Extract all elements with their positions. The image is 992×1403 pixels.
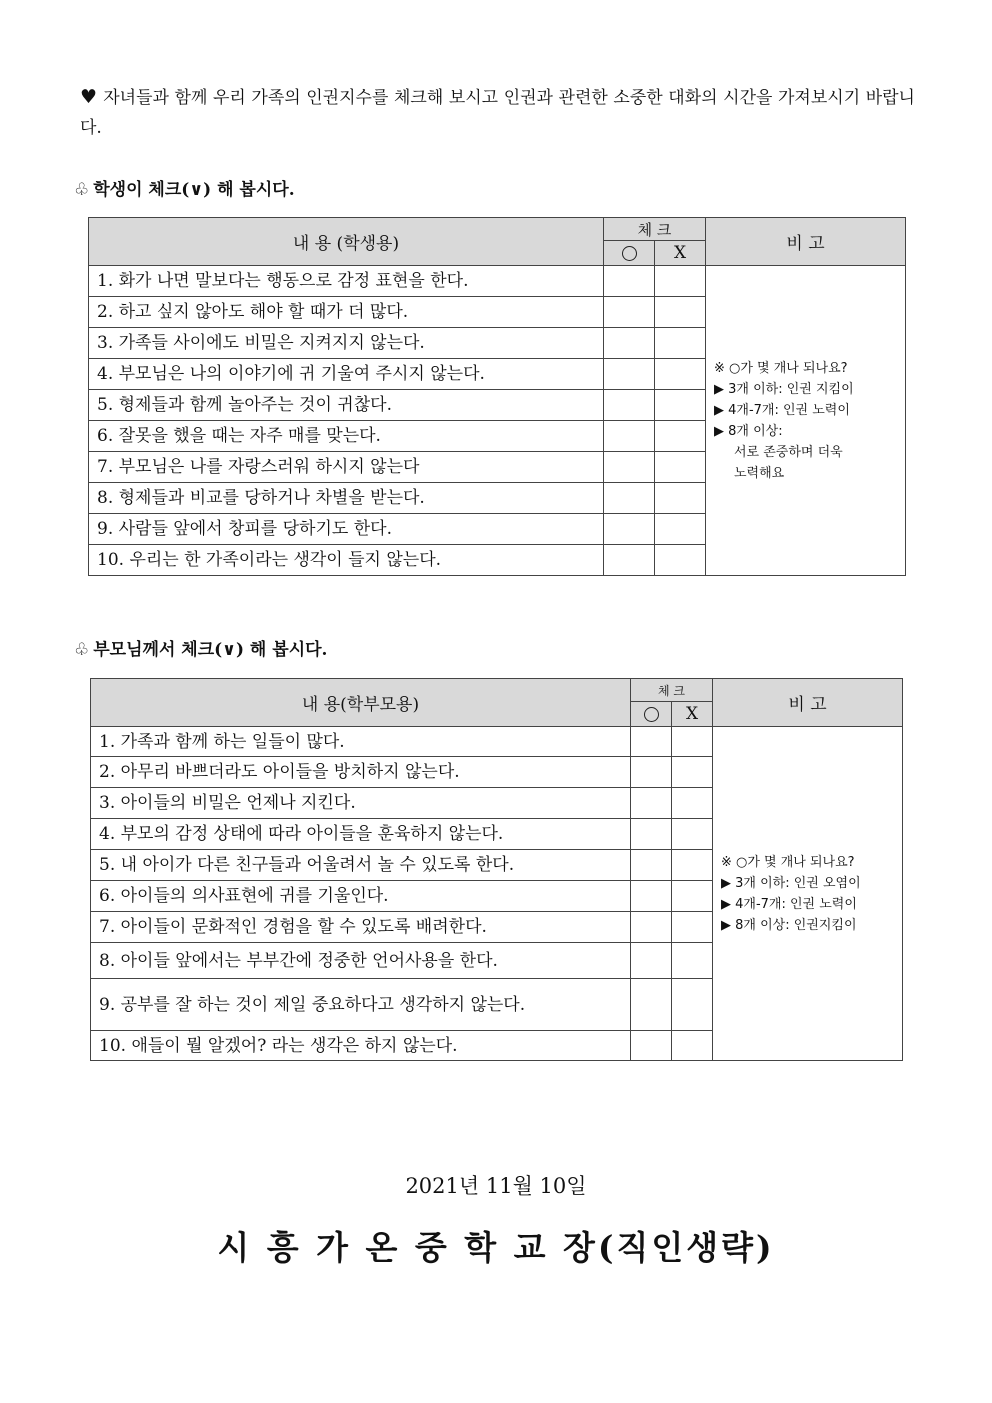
check-o-cell[interactable] (631, 819, 672, 850)
checklist-item: 9. 공부를 잘 하는 것이 제일 중요하다고 생각하지 않는다. (91, 979, 631, 1031)
checklist-item: 8. 아이들 앞에서는 부부간에 정중한 언어사용을 한다. (91, 943, 631, 979)
check-x-cell[interactable] (655, 328, 706, 359)
checklist-item: 7. 부모님은 나를 자랑스러워 하시지 않는다 (89, 452, 604, 483)
note-line: ▶ 4개-7개: 인권 노력이 (721, 896, 857, 912)
check-header: 체 크 (604, 218, 706, 241)
check-x-cell[interactable] (655, 297, 706, 328)
note-line: ※ ○가 몇 개나 되나요? (721, 854, 855, 870)
check-x-cell[interactable] (672, 912, 713, 943)
checklist-item: 3. 아이들의 비밀은 언제나 지킨다. (91, 788, 631, 819)
checklist-item: 2. 아무리 바쁘더라도 아이들을 방치하지 않는다. (91, 757, 631, 788)
check-o-cell[interactable] (631, 1031, 672, 1061)
check-x-cell[interactable] (672, 881, 713, 912)
parent-section-title: ♧ 부모님께서 체크(∨) 해 봅시다. (74, 640, 328, 660)
check-o-cell[interactable] (604, 483, 655, 514)
check-x-cell[interactable] (655, 545, 706, 576)
check-o-cell[interactable] (631, 912, 672, 943)
checklist-item: 4. 부모님은 나의 이야기에 귀 기울여 주시지 않는다. (89, 359, 604, 390)
checklist-item: 5. 내 아이가 다른 친구들과 어울려서 놀 수 있도록 한다. (91, 850, 631, 881)
check-x-cell[interactable] (672, 850, 713, 881)
check-x-cell[interactable] (672, 757, 713, 788)
check-o-cell[interactable] (631, 788, 672, 819)
check-o-cell[interactable] (631, 727, 672, 757)
check-o-cell[interactable] (604, 297, 655, 328)
content-header: 내 용(학부모용) (91, 679, 631, 727)
student-checklist-table (88, 217, 906, 576)
checklist-item: 8. 형제들과 비교를 당하거나 차별을 받는다. (89, 483, 604, 514)
club-icon: ♧ (74, 180, 90, 200)
table-row (91, 727, 903, 757)
circle-icon (644, 707, 659, 722)
check-x-cell[interactable] (672, 727, 713, 757)
note-header: 비 고 (706, 218, 906, 266)
check-o-cell[interactable] (604, 421, 655, 452)
check-o-cell[interactable] (631, 850, 672, 881)
club-icon: ♧ (74, 640, 90, 660)
checklist-item: 1. 가족과 함께 하는 일들이 많다. (91, 727, 631, 757)
check-x-cell[interactable] (655, 452, 706, 483)
note-line: 노력해요 (734, 465, 785, 481)
check-o-cell[interactable] (604, 266, 655, 297)
note-line: ▶ 8개 이상: 인권지킴이 (721, 917, 857, 933)
checklist-item: 4. 부모의 감정 상태에 따라 아이들을 훈육하지 않는다. (91, 819, 631, 850)
check-x-cell[interactable] (672, 819, 713, 850)
check-o-cell[interactable] (631, 979, 672, 1031)
check-o-cell[interactable] (604, 514, 655, 545)
table-row (89, 266, 906, 297)
check-x-cell[interactable] (672, 979, 713, 1031)
note-cell (706, 266, 906, 576)
check-o-cell[interactable] (631, 757, 672, 788)
checklist-item: 3. 가족들 사이에도 비밀은 지켜지지 않는다. (89, 328, 604, 359)
check-x-cell[interactable] (655, 266, 706, 297)
parent-checklist-table (90, 678, 903, 1061)
check-o-cell[interactable] (604, 359, 655, 390)
check-x-cell[interactable] (655, 514, 706, 545)
document-date: 2021년 11월 10일 (405, 1174, 587, 1198)
circle-icon (622, 246, 637, 261)
checklist-item: 9. 사람들 앞에서 창피를 당하기도 한다. (89, 514, 604, 545)
check-x-cell[interactable] (655, 421, 706, 452)
note-cell (713, 727, 903, 1061)
checklist-item: 7. 아이들이 문화적인 경험을 할 수 있도록 배려한다. (91, 912, 631, 943)
student-section-title: ♧ 학생이 체크(∨) 해 봅시다. (74, 180, 295, 200)
check-x-cell[interactable] (655, 390, 706, 421)
note-header: 비 고 (713, 679, 903, 727)
checklist-item: 6. 아이들의 의사표현에 귀를 기울인다. (91, 881, 631, 912)
checklist-item: 1. 화가 나면 말보다는 행동으로 감정 표현을 한다. (89, 266, 604, 297)
note-line: ▶ 8개 이상: (714, 423, 783, 439)
note-line: ▶ 3개 이하: 인권 지킴이 (714, 381, 854, 397)
check-header: 체 크 (631, 679, 713, 702)
note-line: ▶ 4개-7개: 인권 노력이 (714, 402, 850, 418)
checklist-item: 10. 애들이 뭘 알겠어? 라는 생각은 하지 않는다. (91, 1031, 631, 1061)
check-o-cell[interactable] (604, 545, 655, 576)
intro-paragraph (80, 82, 915, 143)
content-header: 내 용 (학생용) (89, 218, 604, 266)
check-o-cell[interactable] (631, 881, 672, 912)
note-line: ※ ○가 몇 개나 되나요? (714, 360, 848, 376)
check-x-cell[interactable] (672, 943, 713, 979)
checklist-item: 2. 하고 싶지 않아도 해야 할 때가 더 많다. (89, 297, 604, 328)
note-line: ▶ 3개 이하: 인권 오염이 (721, 875, 861, 891)
school-principal-signature: 시 흥 가 온 중 학 교 장(직인생략) (217, 1228, 775, 1267)
check-x-cell[interactable] (655, 483, 706, 514)
checklist-item: 5. 형제들과 함께 놀아주는 것이 귀찮다. (89, 390, 604, 421)
check-o-cell[interactable] (631, 943, 672, 979)
intro-text: 자녀들과 함께 우리 가족의 인권지수를 체크해 보시고 인권과 관련한 소중한 대화의 시간을 가져보시기 바랍니다. (80, 88, 915, 138)
check-x-cell[interactable] (655, 359, 706, 390)
heart-icon: ♥ (80, 86, 98, 108)
o-header (631, 702, 672, 727)
check-o-cell[interactable] (604, 328, 655, 359)
checklist-item: 10. 우리는 한 가족이라는 생각이 들지 않는다. (89, 545, 604, 576)
o-header (604, 241, 655, 266)
check-o-cell[interactable] (604, 452, 655, 483)
x-header: X (672, 702, 713, 727)
x-header: X (655, 241, 706, 266)
check-o-cell[interactable] (604, 390, 655, 421)
check-x-cell[interactable] (672, 1031, 713, 1061)
check-x-cell[interactable] (672, 788, 713, 819)
note-line: 서로 존중하며 더욱 (734, 444, 843, 460)
checklist-item: 6. 잘못을 했을 때는 자주 매를 맞는다. (89, 421, 604, 452)
